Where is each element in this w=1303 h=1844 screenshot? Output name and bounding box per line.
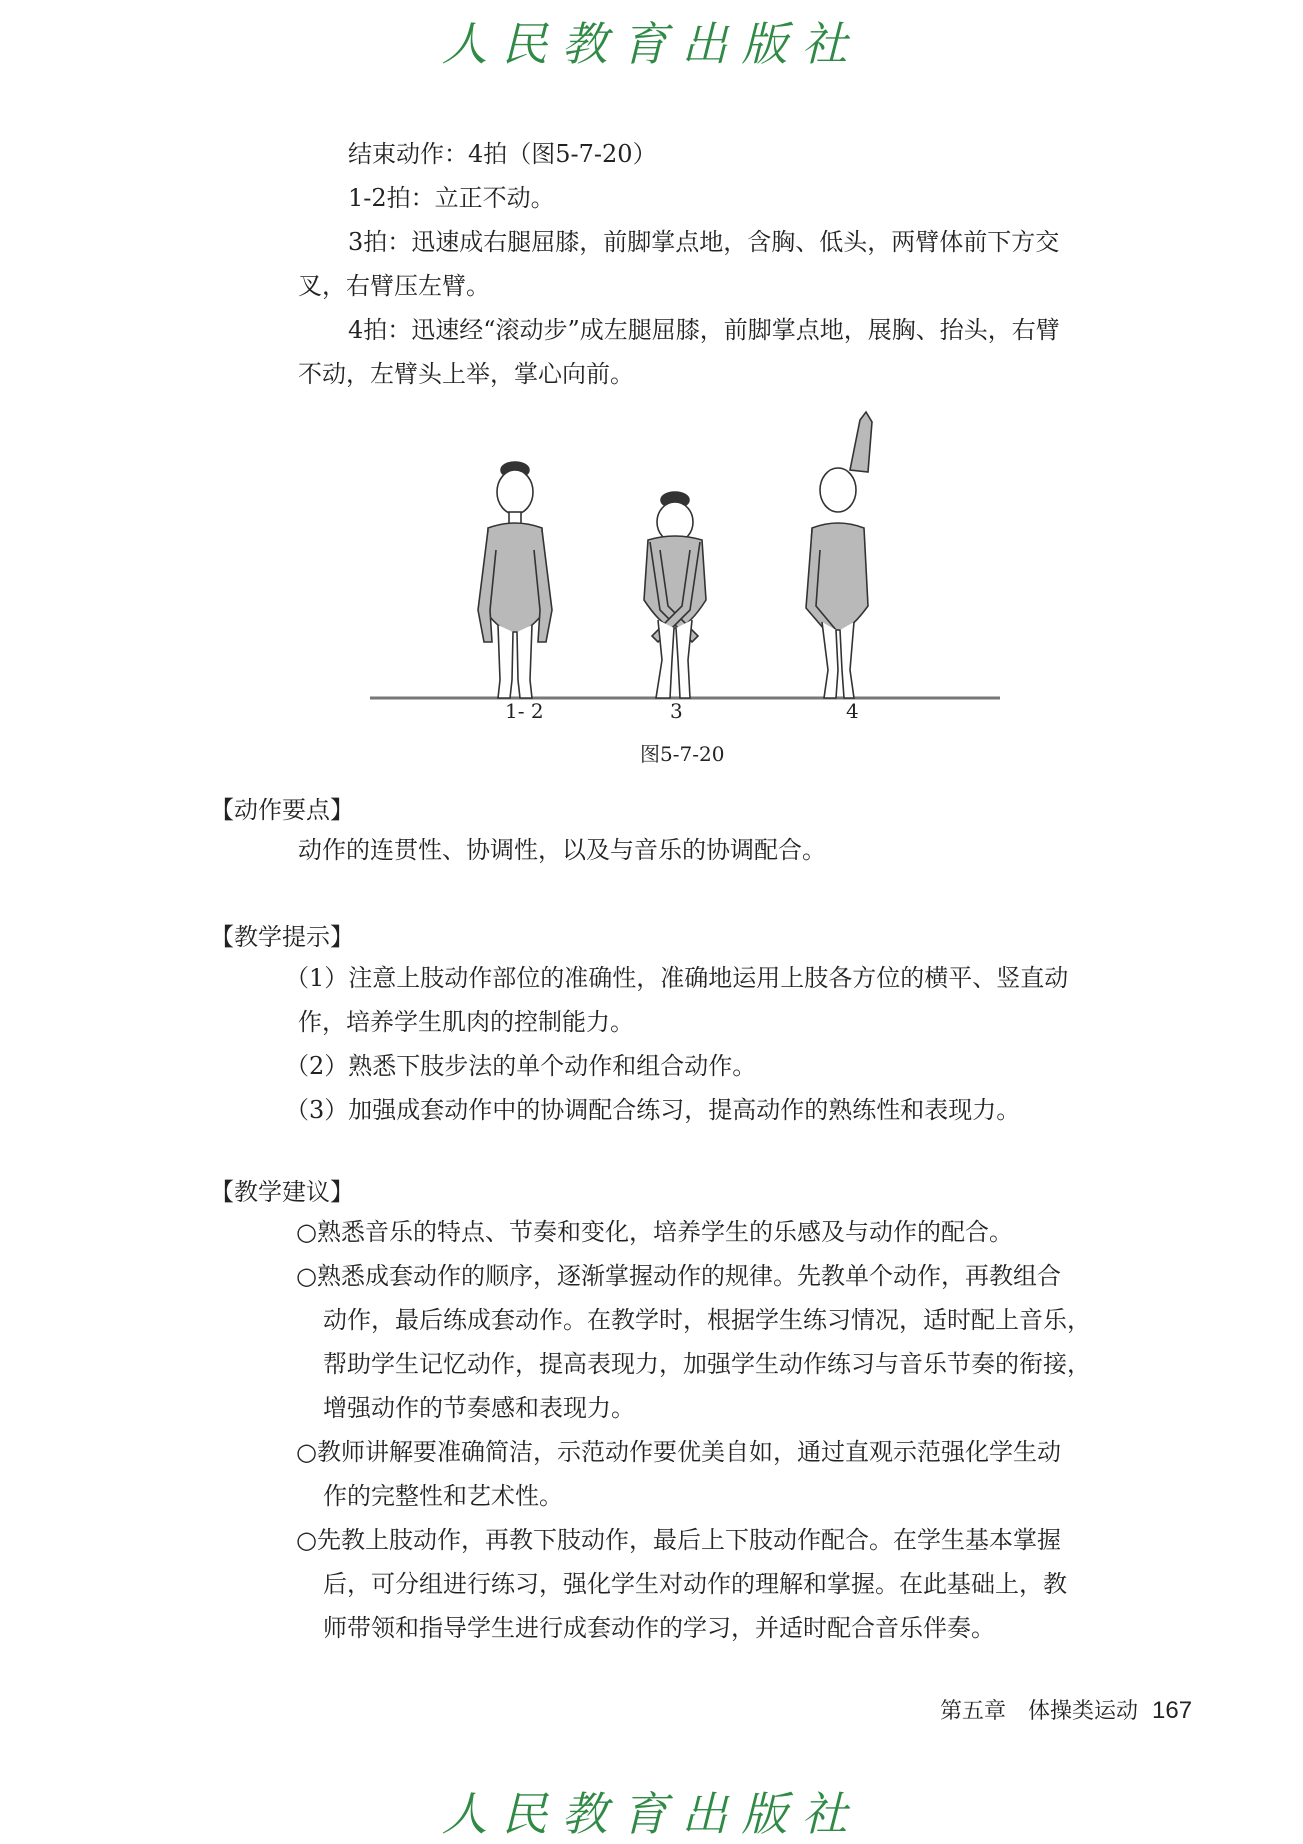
pose-1-2 bbox=[478, 462, 552, 698]
page-number: 167 bbox=[1152, 1697, 1193, 1724]
publisher-logo-bottom: 人民教育出版社 bbox=[441, 1787, 862, 1841]
figure-5-7-20 bbox=[360, 410, 1010, 720]
figure-caption: 图5-7-20 bbox=[640, 742, 725, 766]
suggestion-2-line-2: 动作，最后练成套动作。在教学时，根据学生练习情况，适时配上音乐， bbox=[323, 1306, 1091, 1334]
beat-3-line-2: 叉，右臂压左臂。 bbox=[298, 272, 490, 300]
pose-4 bbox=[806, 412, 872, 698]
page-footer bbox=[940, 1694, 1192, 1725]
suggestion-2-line-3: 帮助学生记忆动作，提高表现力，加强学生动作练习与音乐节奏的衔接， bbox=[323, 1350, 1091, 1378]
chapter-title: 第五章 体操类运动 bbox=[940, 1699, 1139, 1724]
intro-title: 结束动作：4拍（图5-7-20） bbox=[348, 140, 657, 168]
beat-1-2-text: 1-2拍：立正不动。 bbox=[348, 184, 555, 212]
figure-label-1-2: 1- 2 bbox=[505, 699, 544, 720]
figure-illustration bbox=[360, 410, 1010, 720]
suggestion-2-line-1: ○熟悉成套动作的顺序，逐渐掌握动作的规律。先教单个动作，再教组合 bbox=[296, 1262, 1061, 1290]
suggestion-4-line-3: 师带领和指导学生进行成套动作的学习，并适时配合音乐伴奏。 bbox=[323, 1614, 995, 1642]
suggestions-heading: 【教学建议】 bbox=[210, 1178, 354, 1206]
suggestion-3-line-1: ○教师讲解要准确简洁，示范动作要优美自如，通过直观示范强化学生动 bbox=[296, 1438, 1061, 1466]
suggestion-1: ○熟悉音乐的特点、节奏和变化，培养学生的乐感及与动作的配合。 bbox=[296, 1218, 1013, 1246]
key-points-heading: 【动作要点】 bbox=[210, 796, 354, 824]
tip-1-line-1: （1）注意上肢动作部位的准确性，准确地运用上肢各方位的横平、竖直动 bbox=[285, 964, 1069, 992]
suggestion-3-line-2: 作的完整性和艺术性。 bbox=[323, 1482, 563, 1510]
figure-label-3: 3 bbox=[670, 699, 683, 720]
figure-label-4: 4 bbox=[846, 699, 859, 720]
publisher-logo-top: 人民教育出版社 bbox=[441, 17, 862, 71]
suggestion-4-line-1: ○先教上肢动作，再教下肢动作，最后上下肢动作配合。在学生基本掌握 bbox=[296, 1526, 1061, 1554]
beat-3-line-1: 3拍：迅速成右腿屈膝，前脚掌点地，含胸、低头，两臂体前下方交 bbox=[348, 228, 1060, 256]
beat-4-line-1: 4拍：迅速经“滚动步”成左腿屈膝，前脚掌点地，展胸、抬头，右臂 bbox=[348, 316, 1060, 344]
tip-3: （3）加强成套动作中的协调配合练习，提高动作的熟练性和表现力。 bbox=[285, 1096, 1021, 1124]
suggestion-4-line-2: 后，可分组进行练习，强化学生对动作的理解和掌握。在此基础上，教 bbox=[323, 1570, 1067, 1598]
suggestion-2-line-4: 增强动作的节奏感和表现力。 bbox=[323, 1394, 635, 1422]
beat-4-line-2: 不动，左臂头上举，掌心向前。 bbox=[298, 360, 634, 388]
tip-1-line-2: 作，培养学生肌肉的控制能力。 bbox=[298, 1008, 634, 1036]
key-points-text: 动作的连贯性、协调性，以及与音乐的协调配合。 bbox=[298, 836, 826, 864]
tip-2: （2）熟悉下肢步法的单个动作和组合动作。 bbox=[285, 1052, 757, 1080]
pose-3 bbox=[644, 492, 706, 698]
teaching-tips-heading: 【教学提示】 bbox=[210, 923, 354, 951]
